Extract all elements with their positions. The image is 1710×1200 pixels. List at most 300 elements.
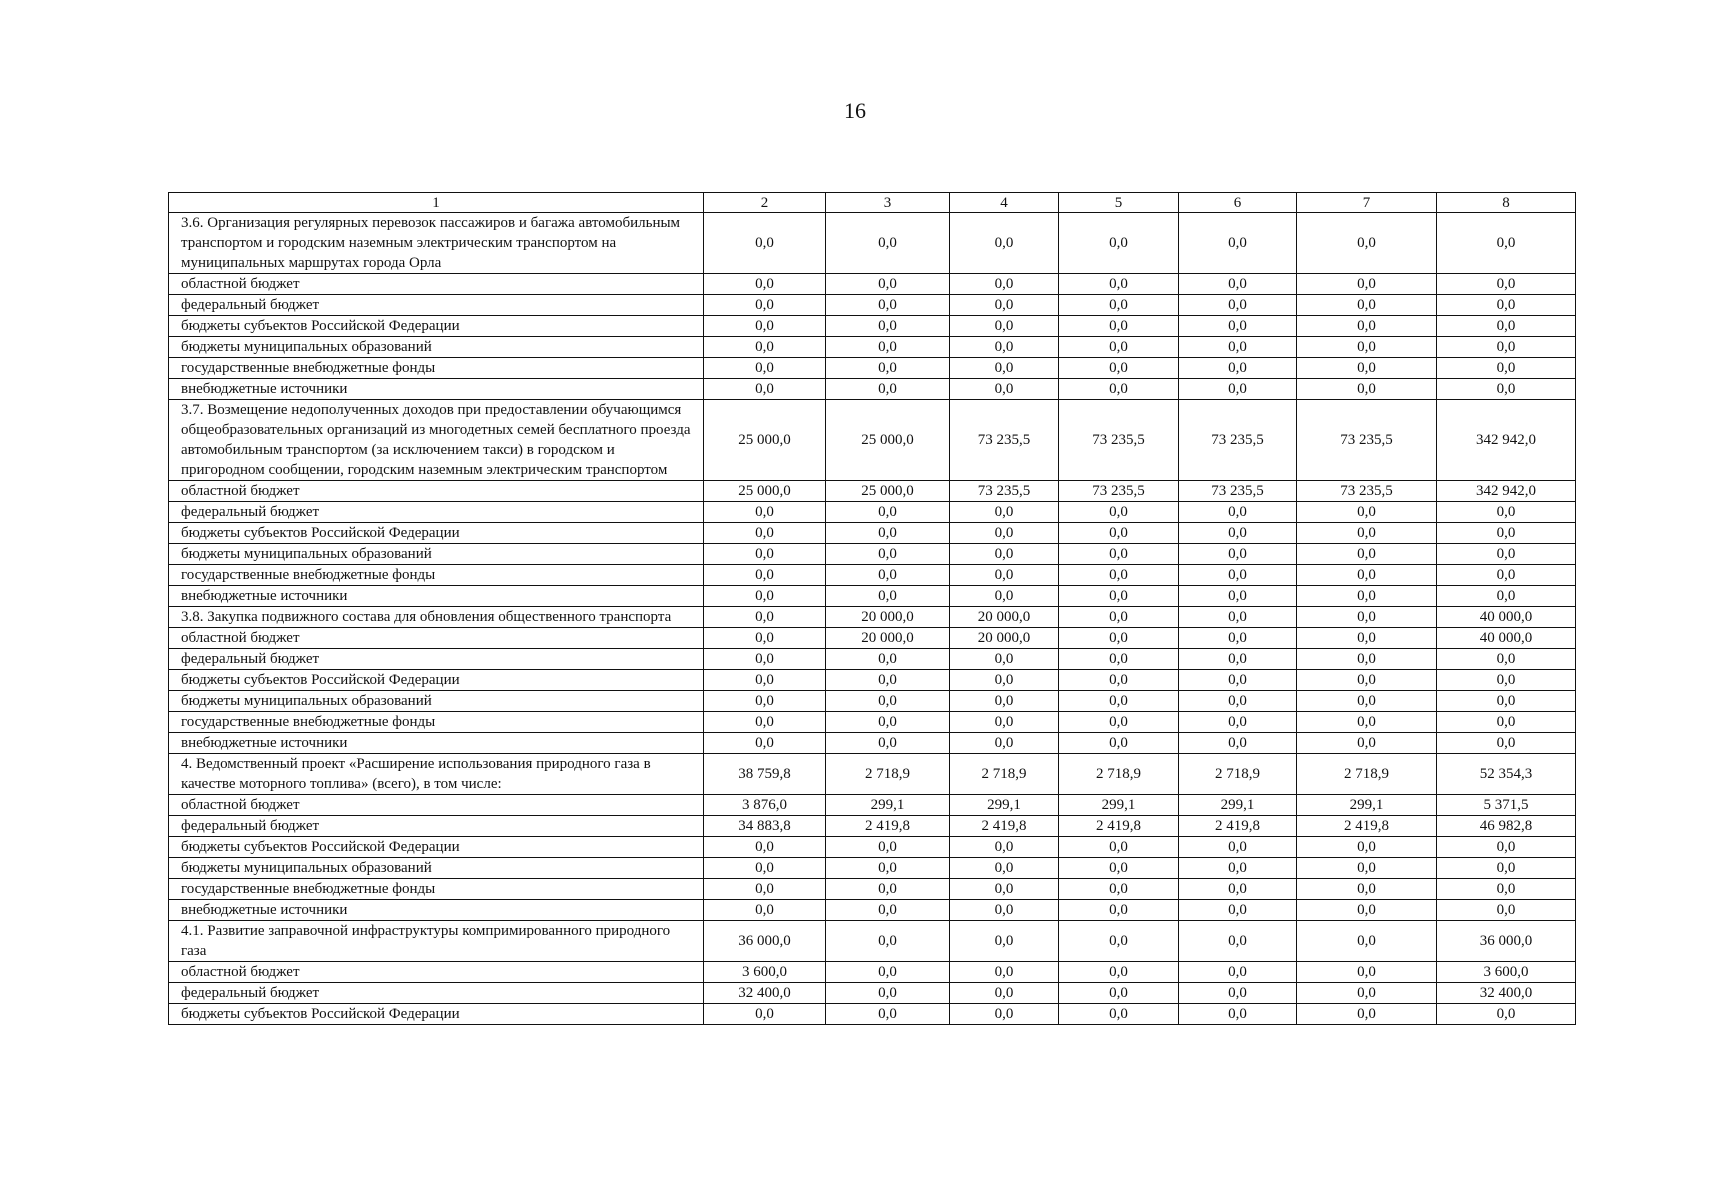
value-cell-col-5: 0,0 bbox=[1059, 337, 1179, 358]
row-label: внебюджетные источники bbox=[169, 379, 704, 400]
value-cell-col-4: 0,0 bbox=[950, 565, 1059, 586]
table-row bbox=[169, 274, 1576, 295]
value-cell-col-5: 0,0 bbox=[1059, 523, 1179, 544]
value-cell-col-2: 0,0 bbox=[704, 337, 826, 358]
value-cell-col-4: 0,0 bbox=[950, 879, 1059, 900]
value-cell-col-6: 0,0 bbox=[1179, 274, 1297, 295]
value-cell-col-3: 20 000,0 bbox=[826, 628, 950, 649]
value-cell-col-3: 0,0 bbox=[826, 921, 950, 962]
value-cell-col-4: 2 718,9 bbox=[950, 754, 1059, 795]
value-cell-col-2: 0,0 bbox=[704, 586, 826, 607]
value-cell-col-2: 3 600,0 bbox=[704, 962, 826, 983]
value-cell-col-7: 0,0 bbox=[1297, 733, 1437, 754]
value-cell-col-7: 0,0 bbox=[1297, 586, 1437, 607]
value-cell-col-4: 0,0 bbox=[950, 691, 1059, 712]
table-row bbox=[169, 900, 1576, 921]
value-cell-col-7: 0,0 bbox=[1297, 837, 1437, 858]
value-cell-col-5: 0,0 bbox=[1059, 983, 1179, 1004]
value-cell-col-6: 0,0 bbox=[1179, 316, 1297, 337]
row-label: областной бюджет bbox=[169, 795, 704, 816]
value-cell-col-7: 0,0 bbox=[1297, 628, 1437, 649]
row-label: областной бюджет bbox=[169, 628, 704, 649]
value-cell-col-6: 73 235,5 bbox=[1179, 400, 1297, 481]
value-cell-col-5: 0,0 bbox=[1059, 565, 1179, 586]
value-cell-col-7: 0,0 bbox=[1297, 565, 1437, 586]
table-row bbox=[169, 670, 1576, 691]
row-label: внебюджетные источники bbox=[169, 900, 704, 921]
value-cell-col-5: 0,0 bbox=[1059, 379, 1179, 400]
value-cell-col-7: 0,0 bbox=[1297, 670, 1437, 691]
value-cell-col-3: 0,0 bbox=[826, 858, 950, 879]
column-header-2: 2 bbox=[704, 193, 826, 213]
value-cell-col-4: 0,0 bbox=[950, 502, 1059, 523]
row-label: федеральный бюджет bbox=[169, 816, 704, 837]
value-cell-col-8: 0,0 bbox=[1437, 670, 1576, 691]
row-label: бюджеты муниципальных образований bbox=[169, 858, 704, 879]
value-cell-col-2: 0,0 bbox=[704, 837, 826, 858]
row-label: бюджеты субъектов Российской Федерации bbox=[169, 523, 704, 544]
value-cell-col-8: 0,0 bbox=[1437, 523, 1576, 544]
table-row bbox=[169, 962, 1576, 983]
row-label: государственные внебюджетные фонды bbox=[169, 358, 704, 379]
section-row bbox=[169, 921, 1576, 962]
value-cell-col-2: 34 883,8 bbox=[704, 816, 826, 837]
value-cell-col-4: 0,0 bbox=[950, 983, 1059, 1004]
value-cell-col-4: 0,0 bbox=[950, 274, 1059, 295]
section-label: 3.6. Организация регулярных перевозок пассажиров и багажа автомобильным транспортом и городским наземным электрическим транспортом на муниципальных маршрутах города Орла bbox=[169, 213, 704, 274]
row-label: областной бюджет bbox=[169, 962, 704, 983]
row-label: бюджеты субъектов Российской Федерации bbox=[169, 670, 704, 691]
value-cell-col-3: 0,0 bbox=[826, 274, 950, 295]
value-cell-col-7: 0,0 bbox=[1297, 607, 1437, 628]
table-row bbox=[169, 358, 1576, 379]
value-cell-col-6: 0,0 bbox=[1179, 921, 1297, 962]
table-row bbox=[169, 879, 1576, 900]
value-cell-col-8: 40 000,0 bbox=[1437, 607, 1576, 628]
table-header bbox=[169, 193, 1576, 213]
value-cell-col-6: 0,0 bbox=[1179, 586, 1297, 607]
value-cell-col-6: 2 718,9 bbox=[1179, 754, 1297, 795]
value-cell-col-3: 0,0 bbox=[826, 502, 950, 523]
value-cell-col-2: 0,0 bbox=[704, 523, 826, 544]
table-row bbox=[169, 481, 1576, 502]
value-cell-col-6: 299,1 bbox=[1179, 795, 1297, 816]
row-label: федеральный бюджет bbox=[169, 649, 704, 670]
value-cell-col-8: 0,0 bbox=[1437, 879, 1576, 900]
value-cell-col-6: 0,0 bbox=[1179, 691, 1297, 712]
value-cell-col-6: 2 419,8 bbox=[1179, 816, 1297, 837]
value-cell-col-2: 0,0 bbox=[704, 733, 826, 754]
value-cell-col-2: 0,0 bbox=[704, 670, 826, 691]
value-cell-col-2: 0,0 bbox=[704, 628, 826, 649]
value-cell-col-3: 0,0 bbox=[826, 983, 950, 1004]
section-label: 4.1. Развитие заправочной инфраструктуры компримированного природного газа bbox=[169, 921, 704, 962]
value-cell-col-2: 0,0 bbox=[704, 879, 826, 900]
value-cell-col-5: 0,0 bbox=[1059, 607, 1179, 628]
value-cell-col-6: 0,0 bbox=[1179, 879, 1297, 900]
value-cell-col-2: 0,0 bbox=[704, 274, 826, 295]
value-cell-col-4: 0,0 bbox=[950, 1004, 1059, 1025]
section-row bbox=[169, 400, 1576, 481]
value-cell-col-3: 0,0 bbox=[826, 379, 950, 400]
table-row bbox=[169, 295, 1576, 316]
value-cell-col-3: 0,0 bbox=[826, 1004, 950, 1025]
value-cell-col-7: 0,0 bbox=[1297, 900, 1437, 921]
value-cell-col-4: 2 419,8 bbox=[950, 816, 1059, 837]
value-cell-col-5: 0,0 bbox=[1059, 1004, 1179, 1025]
row-label: федеральный бюджет bbox=[169, 983, 704, 1004]
value-cell-col-6: 0,0 bbox=[1179, 607, 1297, 628]
value-cell-col-6: 0,0 bbox=[1179, 565, 1297, 586]
value-cell-col-8: 0,0 bbox=[1437, 544, 1576, 565]
value-cell-col-6: 0,0 bbox=[1179, 712, 1297, 733]
value-cell-col-4: 0,0 bbox=[950, 337, 1059, 358]
row-label: государственные внебюджетные фонды bbox=[169, 879, 704, 900]
value-cell-col-2: 0,0 bbox=[704, 858, 826, 879]
value-cell-col-3: 0,0 bbox=[826, 691, 950, 712]
row-label: областной бюджет bbox=[169, 481, 704, 502]
section-row bbox=[169, 754, 1576, 795]
table-row bbox=[169, 316, 1576, 337]
value-cell-col-2: 25 000,0 bbox=[704, 400, 826, 481]
value-cell-col-5: 73 235,5 bbox=[1059, 481, 1179, 502]
value-cell-col-4: 73 235,5 bbox=[950, 400, 1059, 481]
row-label: бюджеты муниципальных образований bbox=[169, 544, 704, 565]
table-row bbox=[169, 858, 1576, 879]
value-cell-col-4: 0,0 bbox=[950, 213, 1059, 274]
value-cell-col-3: 0,0 bbox=[826, 358, 950, 379]
value-cell-col-8: 342 942,0 bbox=[1437, 481, 1576, 502]
value-cell-col-5: 0,0 bbox=[1059, 900, 1179, 921]
value-cell-col-8: 0,0 bbox=[1437, 733, 1576, 754]
value-cell-col-4: 299,1 bbox=[950, 795, 1059, 816]
row-label: государственные внебюджетные фонды bbox=[169, 565, 704, 586]
value-cell-col-8: 52 354,3 bbox=[1437, 754, 1576, 795]
value-cell-col-5: 0,0 bbox=[1059, 358, 1179, 379]
column-header-6: 6 bbox=[1179, 193, 1297, 213]
value-cell-col-8: 5 371,5 bbox=[1437, 795, 1576, 816]
value-cell-col-7: 73 235,5 bbox=[1297, 400, 1437, 481]
value-cell-col-3: 0,0 bbox=[826, 295, 950, 316]
value-cell-col-7: 0,0 bbox=[1297, 502, 1437, 523]
row-label: государственные внебюджетные фонды bbox=[169, 712, 704, 733]
value-cell-col-2: 32 400,0 bbox=[704, 983, 826, 1004]
value-cell-col-2: 0,0 bbox=[704, 358, 826, 379]
value-cell-col-4: 0,0 bbox=[950, 379, 1059, 400]
value-cell-col-4: 0,0 bbox=[950, 316, 1059, 337]
value-cell-col-8: 36 000,0 bbox=[1437, 921, 1576, 962]
value-cell-col-7: 0,0 bbox=[1297, 295, 1437, 316]
value-cell-col-5: 0,0 bbox=[1059, 670, 1179, 691]
value-cell-col-2: 0,0 bbox=[704, 544, 826, 565]
section-row bbox=[169, 607, 1576, 628]
value-cell-col-3: 0,0 bbox=[826, 523, 950, 544]
value-cell-col-4: 0,0 bbox=[950, 523, 1059, 544]
value-cell-col-2: 0,0 bbox=[704, 295, 826, 316]
value-cell-col-2: 0,0 bbox=[704, 691, 826, 712]
value-cell-col-2: 0,0 bbox=[704, 900, 826, 921]
table-row bbox=[169, 628, 1576, 649]
value-cell-col-6: 0,0 bbox=[1179, 379, 1297, 400]
value-cell-col-6: 0,0 bbox=[1179, 544, 1297, 565]
value-cell-col-8: 0,0 bbox=[1437, 502, 1576, 523]
section-label: 3.8. Закупка подвижного состава для обновления общественного транспорта bbox=[169, 607, 704, 628]
value-cell-col-2: 0,0 bbox=[704, 379, 826, 400]
value-cell-col-3: 0,0 bbox=[826, 879, 950, 900]
column-header-8: 8 bbox=[1437, 193, 1576, 213]
value-cell-col-2: 0,0 bbox=[704, 649, 826, 670]
value-cell-col-7: 2 419,8 bbox=[1297, 816, 1437, 837]
value-cell-col-5: 2 419,8 bbox=[1059, 816, 1179, 837]
value-cell-col-7: 0,0 bbox=[1297, 337, 1437, 358]
value-cell-col-6: 0,0 bbox=[1179, 628, 1297, 649]
value-cell-col-3: 0,0 bbox=[826, 649, 950, 670]
value-cell-col-8: 342 942,0 bbox=[1437, 400, 1576, 481]
value-cell-col-4: 0,0 bbox=[950, 295, 1059, 316]
row-label: бюджеты муниципальных образований bbox=[169, 337, 704, 358]
value-cell-col-7: 0,0 bbox=[1297, 649, 1437, 670]
row-label: бюджеты муниципальных образований bbox=[169, 691, 704, 712]
value-cell-col-6: 0,0 bbox=[1179, 523, 1297, 544]
value-cell-col-2: 3 876,0 bbox=[704, 795, 826, 816]
table-row bbox=[169, 565, 1576, 586]
value-cell-col-4: 0,0 bbox=[950, 858, 1059, 879]
value-cell-col-6: 0,0 bbox=[1179, 1004, 1297, 1025]
value-cell-col-3: 25 000,0 bbox=[826, 481, 950, 502]
row-label: федеральный бюджет bbox=[169, 295, 704, 316]
value-cell-col-5: 0,0 bbox=[1059, 502, 1179, 523]
value-cell-col-7: 0,0 bbox=[1297, 691, 1437, 712]
value-cell-col-5: 0,0 bbox=[1059, 858, 1179, 879]
value-cell-col-7: 299,1 bbox=[1297, 795, 1437, 816]
value-cell-col-8: 0,0 bbox=[1437, 649, 1576, 670]
value-cell-col-8: 0,0 bbox=[1437, 837, 1576, 858]
value-cell-col-2: 0,0 bbox=[704, 316, 826, 337]
value-cell-col-8: 0,0 bbox=[1437, 379, 1576, 400]
value-cell-col-5: 0,0 bbox=[1059, 274, 1179, 295]
value-cell-col-8: 32 400,0 bbox=[1437, 983, 1576, 1004]
value-cell-col-6: 0,0 bbox=[1179, 295, 1297, 316]
value-cell-col-4: 0,0 bbox=[950, 586, 1059, 607]
column-header-4: 4 bbox=[950, 193, 1059, 213]
value-cell-col-5: 0,0 bbox=[1059, 628, 1179, 649]
section-label: 4. Ведомственный проект «Расширение использования природного газа в качестве моторного топлива» (всего), в том числе: bbox=[169, 754, 704, 795]
table-row bbox=[169, 502, 1576, 523]
value-cell-col-4: 20 000,0 bbox=[950, 628, 1059, 649]
value-cell-col-5: 0,0 bbox=[1059, 316, 1179, 337]
value-cell-col-3: 0,0 bbox=[826, 586, 950, 607]
page-number: 16 bbox=[844, 98, 866, 123]
value-cell-col-4: 0,0 bbox=[950, 837, 1059, 858]
value-cell-col-6: 0,0 bbox=[1179, 358, 1297, 379]
value-cell-col-7: 0,0 bbox=[1297, 544, 1437, 565]
value-cell-col-8: 0,0 bbox=[1437, 586, 1576, 607]
value-cell-col-7: 2 718,9 bbox=[1297, 754, 1437, 795]
column-header-3: 3 bbox=[826, 193, 950, 213]
value-cell-col-2: 0,0 bbox=[704, 502, 826, 523]
value-cell-col-3: 0,0 bbox=[826, 712, 950, 733]
value-cell-col-3: 0,0 bbox=[826, 733, 950, 754]
value-cell-col-3: 0,0 bbox=[826, 337, 950, 358]
value-cell-col-4: 0,0 bbox=[950, 649, 1059, 670]
value-cell-col-2: 38 759,8 bbox=[704, 754, 826, 795]
value-cell-col-8: 0,0 bbox=[1437, 712, 1576, 733]
value-cell-col-2: 0,0 bbox=[704, 213, 826, 274]
value-cell-col-6: 0,0 bbox=[1179, 502, 1297, 523]
value-cell-col-8: 0,0 bbox=[1437, 858, 1576, 879]
value-cell-col-3: 0,0 bbox=[826, 316, 950, 337]
value-cell-col-7: 0,0 bbox=[1297, 879, 1437, 900]
value-cell-col-3: 0,0 bbox=[826, 900, 950, 921]
value-cell-col-4: 0,0 bbox=[950, 670, 1059, 691]
value-cell-col-3: 0,0 bbox=[826, 670, 950, 691]
value-cell-col-4: 0,0 bbox=[950, 358, 1059, 379]
value-cell-col-6: 0,0 bbox=[1179, 649, 1297, 670]
value-cell-col-5: 0,0 bbox=[1059, 921, 1179, 962]
table-row bbox=[169, 795, 1576, 816]
value-cell-col-6: 0,0 bbox=[1179, 900, 1297, 921]
value-cell-col-5: 0,0 bbox=[1059, 544, 1179, 565]
value-cell-col-5: 0,0 bbox=[1059, 649, 1179, 670]
value-cell-col-8: 0,0 bbox=[1437, 900, 1576, 921]
section-label: 3.7. Возмещение недополученных доходов при предоставлении обучающимся общеобразовательных организаций из многодетных семей бесплатного проезда автомобильным транспортом (за исключением такси) в городском и пригородном сообщении, городским наземным электрическим транспортом bbox=[169, 400, 704, 481]
value-cell-col-2: 36 000,0 bbox=[704, 921, 826, 962]
column-header-1: 1 bbox=[169, 193, 704, 213]
table-row bbox=[169, 649, 1576, 670]
value-cell-col-2: 0,0 bbox=[704, 565, 826, 586]
value-cell-col-4: 0,0 bbox=[950, 544, 1059, 565]
column-header-5: 5 bbox=[1059, 193, 1179, 213]
value-cell-col-6: 0,0 bbox=[1179, 858, 1297, 879]
value-cell-col-3: 0,0 bbox=[826, 962, 950, 983]
value-cell-col-7: 0,0 bbox=[1297, 358, 1437, 379]
value-cell-col-6: 0,0 bbox=[1179, 213, 1297, 274]
value-cell-col-3: 0,0 bbox=[826, 565, 950, 586]
row-label: областной бюджет bbox=[169, 274, 704, 295]
row-label: бюджеты субъектов Российской Федерации bbox=[169, 316, 704, 337]
value-cell-col-5: 2 718,9 bbox=[1059, 754, 1179, 795]
table-row bbox=[169, 733, 1576, 754]
value-cell-col-4: 0,0 bbox=[950, 962, 1059, 983]
table-row bbox=[169, 586, 1576, 607]
value-cell-col-4: 73 235,5 bbox=[950, 481, 1059, 502]
column-header-7: 7 bbox=[1297, 193, 1437, 213]
value-cell-col-8: 0,0 bbox=[1437, 295, 1576, 316]
value-cell-col-6: 0,0 bbox=[1179, 962, 1297, 983]
table-row bbox=[169, 816, 1576, 837]
value-cell-col-6: 0,0 bbox=[1179, 337, 1297, 358]
value-cell-col-2: 0,0 bbox=[704, 1004, 826, 1025]
value-cell-col-7: 0,0 bbox=[1297, 962, 1437, 983]
value-cell-col-4: 0,0 bbox=[950, 712, 1059, 733]
value-cell-col-8: 0,0 bbox=[1437, 213, 1576, 274]
value-cell-col-6: 73 235,5 bbox=[1179, 481, 1297, 502]
value-cell-col-8: 0,0 bbox=[1437, 1004, 1576, 1025]
row-label: бюджеты субъектов Российской Федерации bbox=[169, 1004, 704, 1025]
value-cell-col-5: 0,0 bbox=[1059, 691, 1179, 712]
value-cell-col-5: 73 235,5 bbox=[1059, 400, 1179, 481]
value-cell-col-5: 0,0 bbox=[1059, 837, 1179, 858]
table-row bbox=[169, 983, 1576, 1004]
table-row bbox=[169, 712, 1576, 733]
value-cell-col-8: 0,0 bbox=[1437, 565, 1576, 586]
value-cell-col-7: 0,0 bbox=[1297, 274, 1437, 295]
value-cell-col-5: 0,0 bbox=[1059, 733, 1179, 754]
value-cell-col-3: 0,0 bbox=[826, 544, 950, 565]
value-cell-col-7: 0,0 bbox=[1297, 983, 1437, 1004]
row-label: федеральный бюджет bbox=[169, 502, 704, 523]
table-row bbox=[169, 691, 1576, 712]
row-label: внебюджетные источники bbox=[169, 586, 704, 607]
value-cell-col-5: 299,1 bbox=[1059, 795, 1179, 816]
value-cell-col-7: 0,0 bbox=[1297, 921, 1437, 962]
value-cell-col-3: 2 419,8 bbox=[826, 816, 950, 837]
value-cell-col-8: 0,0 bbox=[1437, 274, 1576, 295]
value-cell-col-7: 0,0 bbox=[1297, 316, 1437, 337]
value-cell-col-4: 20 000,0 bbox=[950, 607, 1059, 628]
value-cell-col-2: 25 000,0 bbox=[704, 481, 826, 502]
value-cell-col-5: 0,0 bbox=[1059, 962, 1179, 983]
table-row bbox=[169, 337, 1576, 358]
row-label: бюджеты субъектов Российской Федерации bbox=[169, 837, 704, 858]
table-row bbox=[169, 544, 1576, 565]
value-cell-col-7: 0,0 bbox=[1297, 1004, 1437, 1025]
value-cell-col-6: 0,0 bbox=[1179, 837, 1297, 858]
value-cell-col-3: 299,1 bbox=[826, 795, 950, 816]
value-cell-col-2: 0,0 bbox=[704, 607, 826, 628]
value-cell-col-4: 0,0 bbox=[950, 921, 1059, 962]
value-cell-col-3: 20 000,0 bbox=[826, 607, 950, 628]
value-cell-col-6: 0,0 bbox=[1179, 670, 1297, 691]
value-cell-col-7: 73 235,5 bbox=[1297, 481, 1437, 502]
table-row bbox=[169, 379, 1576, 400]
value-cell-col-3: 25 000,0 bbox=[826, 400, 950, 481]
value-cell-col-8: 0,0 bbox=[1437, 358, 1576, 379]
table-row bbox=[169, 837, 1576, 858]
value-cell-col-7: 0,0 bbox=[1297, 213, 1437, 274]
value-cell-col-5: 0,0 bbox=[1059, 295, 1179, 316]
value-cell-col-5: 0,0 bbox=[1059, 712, 1179, 733]
value-cell-col-5: 0,0 bbox=[1059, 586, 1179, 607]
header-row bbox=[169, 193, 1576, 213]
value-cell-col-7: 0,0 bbox=[1297, 712, 1437, 733]
table-body bbox=[169, 213, 1576, 1025]
value-cell-col-2: 0,0 bbox=[704, 712, 826, 733]
value-cell-col-8: 3 600,0 bbox=[1437, 962, 1576, 983]
table-row bbox=[169, 1004, 1576, 1025]
value-cell-col-7: 0,0 bbox=[1297, 379, 1437, 400]
value-cell-col-5: 0,0 bbox=[1059, 213, 1179, 274]
value-cell-col-6: 0,0 bbox=[1179, 733, 1297, 754]
value-cell-col-3: 0,0 bbox=[826, 837, 950, 858]
section-row bbox=[169, 213, 1576, 274]
value-cell-col-8: 0,0 bbox=[1437, 316, 1576, 337]
value-cell-col-8: 0,0 bbox=[1437, 337, 1576, 358]
value-cell-col-3: 2 718,9 bbox=[826, 754, 950, 795]
value-cell-col-8: 46 982,8 bbox=[1437, 816, 1576, 837]
value-cell-col-4: 0,0 bbox=[950, 900, 1059, 921]
value-cell-col-6: 0,0 bbox=[1179, 983, 1297, 1004]
value-cell-col-7: 0,0 bbox=[1297, 858, 1437, 879]
value-cell-col-3: 0,0 bbox=[826, 213, 950, 274]
row-label: внебюджетные источники bbox=[169, 733, 704, 754]
value-cell-col-4: 0,0 bbox=[950, 733, 1059, 754]
value-cell-col-5: 0,0 bbox=[1059, 879, 1179, 900]
budget-table bbox=[168, 192, 1576, 1025]
value-cell-col-8: 0,0 bbox=[1437, 691, 1576, 712]
value-cell-col-7: 0,0 bbox=[1297, 523, 1437, 544]
value-cell-col-8: 40 000,0 bbox=[1437, 628, 1576, 649]
